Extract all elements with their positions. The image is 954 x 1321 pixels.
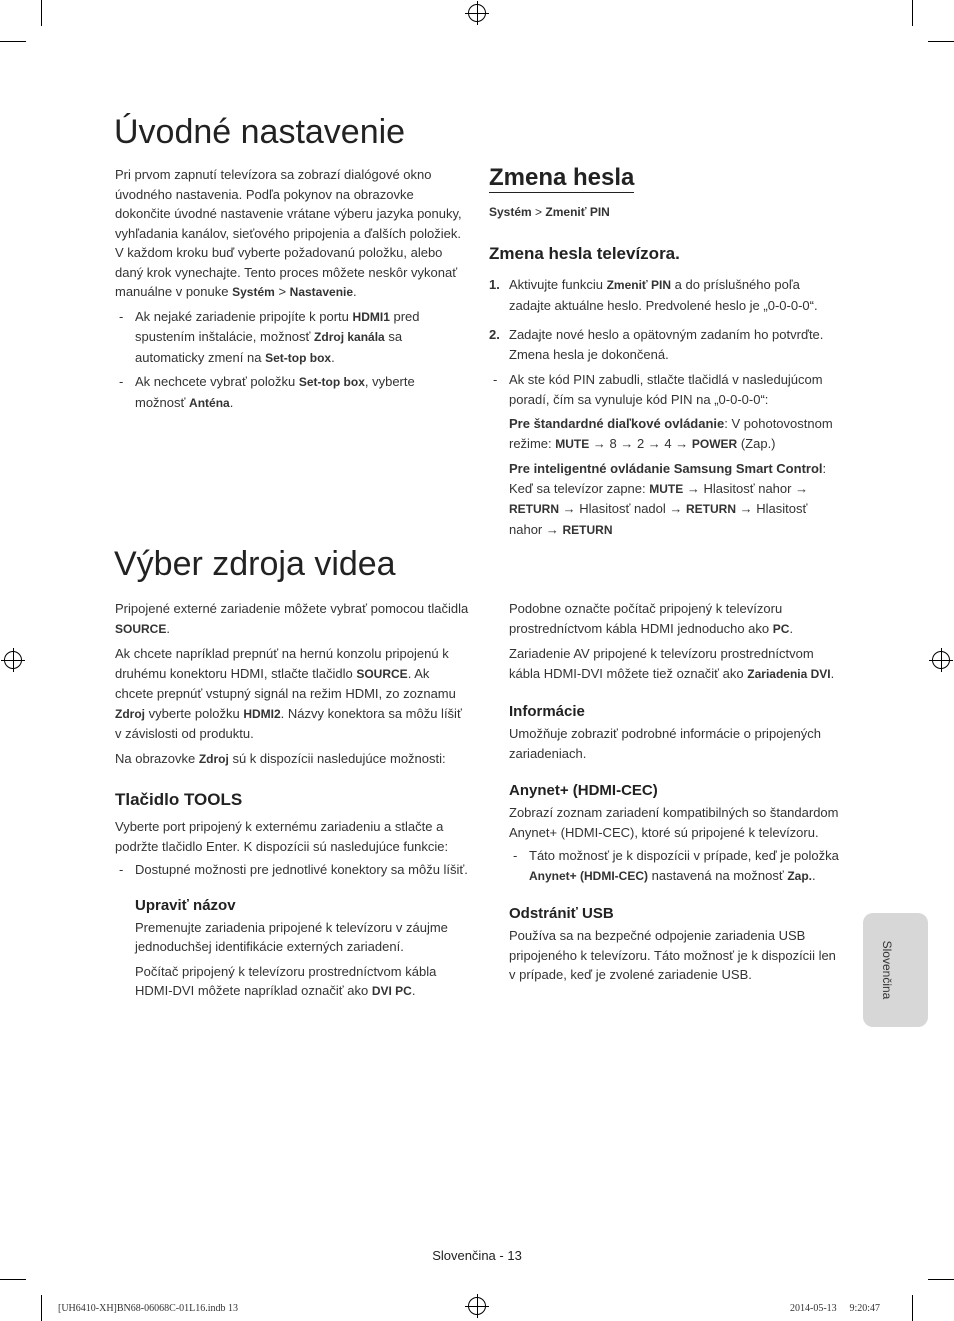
- text: → Hlasitosť nadol →: [562, 501, 683, 516]
- intro-section: [115, 165, 465, 413]
- intro-bullet: [115, 372, 465, 413]
- text: . Názvy konektora sa môžu líšiť v závislosti od produktu.: [115, 705, 462, 741]
- text: .: [229, 394, 234, 410]
- pin-note: [489, 370, 844, 409]
- language-side-tab: [863, 913, 928, 1027]
- text: .: [331, 349, 335, 365]
- pin-subtitle: Zmena hesla televízora.: [489, 244, 680, 263]
- source-key: SOURCE: [115, 621, 167, 636]
- pin-standard-remote: [489, 414, 844, 454]
- text: .: [830, 665, 835, 681]
- source-right-column: [509, 599, 844, 985]
- menu-separator: >: [278, 284, 287, 299]
- crop-mark: [928, 1279, 954, 1280]
- set-top-box-label: Set-top box: [298, 375, 365, 389]
- text: .: [166, 620, 170, 636]
- return-key: RETURN: [562, 522, 613, 537]
- rename-paragraph: [509, 599, 844, 639]
- anynet-paragraph: Zobrazí zoznam zariadení kompatibilných so štandardom Anynet+ (HDMI-CEC), ktoré sú pripojené k televízoru.: [509, 805, 839, 840]
- intro-bullet: [115, 307, 465, 369]
- crop-mark: [912, 0, 913, 26]
- text: .: [411, 983, 416, 998]
- text: Na obrazovke: [115, 750, 196, 766]
- text: Zadajte nové heslo a opätovným zadaním ho potvrďte. Zmena hesla je dokončená.: [509, 327, 824, 362]
- anynet-title: Anynet+ (HDMI-CEC): [509, 782, 658, 799]
- step-number: 1.: [489, 277, 500, 292]
- usb-title: Odstrániť USB: [509, 905, 614, 922]
- source-paragraph: [115, 599, 470, 639]
- text: → 8 → 2 → 4 →: [592, 435, 689, 451]
- text: Počítač pripojený k televízoru prostredníctvom kábla HDMI-DVI môžete napríklad označiť ako: [135, 963, 437, 998]
- text: Ak chcete napríklad prepnúť na hernú konzolu pripojenú k druhému konektoru HDMI, stlačte tlačidlo: [115, 646, 449, 681]
- pin-steps: [489, 275, 844, 540]
- pin-title: [489, 163, 634, 193]
- text: Tlačidlo: [115, 790, 180, 809]
- dvi-pc-label: DVI PC: [371, 984, 412, 998]
- crop-mark: [928, 41, 954, 42]
- rename-paragraph: Premenujte zariadenia pripojené k televízoru v záujme jednoduchšej identifikácie externých zariadení.: [135, 919, 448, 954]
- menu-separator: >: [535, 205, 543, 219]
- tools-title: [115, 789, 470, 811]
- intro-paragraph: [115, 165, 465, 303]
- source-menu-label: Zdroj: [198, 751, 229, 766]
- step-number: 2.: [489, 327, 500, 342]
- text: .: [812, 867, 816, 883]
- menu-system: Systém: [232, 285, 275, 299]
- on-label: Zap.: [787, 868, 812, 883]
- rename-paragraph: [135, 962, 470, 1002]
- pin-menu-path: [489, 203, 610, 223]
- tools-bullet: - Dostupné možnosti pre jednotlivé konektory sa môžu líšiť.: [115, 860, 470, 880]
- crop-mark: [912, 1295, 913, 1321]
- return-key: RETURN: [509, 502, 559, 516]
- source-key: SOURCE: [356, 666, 408, 681]
- source-menu-label: Zdroj: [115, 706, 145, 721]
- text: (Zap.): [740, 435, 776, 451]
- text: pred spustením inštalácie, možnosť: [135, 308, 420, 344]
- registration-mark-icon: [932, 651, 950, 669]
- tools-paragraph: Vyberte port pripojený k externému zariadeniu a stlačte a podržte tlačidlo Enter. K dispozícii sú nasledujúce funkcie:: [115, 819, 449, 854]
- registration-mark-icon: [468, 1297, 486, 1315]
- crop-mark: [41, 1295, 42, 1321]
- source-title: Výber zdroja videa: [114, 545, 396, 583]
- text: vyberte položku: [148, 705, 240, 721]
- page-number: Slovenčina - 13: [432, 1248, 522, 1263]
- dvi-devices-label: Zariadenia DVI: [747, 666, 831, 681]
- rename-title: Upraviť názov: [135, 896, 236, 914]
- change-pin-label: Zmeniť PIN: [606, 278, 671, 292]
- rename-paragraph: [509, 644, 844, 684]
- menu-system: Systém: [489, 205, 532, 219]
- text: . Ak chcete prepnúť vstupný signál na režim HDMI, zo zoznamu: [115, 665, 456, 701]
- mute-key: MUTE: [555, 436, 590, 451]
- text: Aktivujte funkciu: [509, 277, 603, 292]
- text: Pripojené externé zariadenie môžete vybrať pomocou tlačidla: [115, 601, 469, 616]
- text: Ak nechcete vybrať položku: [135, 374, 296, 389]
- pin-title-text: Zmena hesla: [489, 164, 635, 191]
- anynet-bullet: [509, 846, 844, 886]
- text: .: [789, 620, 794, 636]
- print-file-info: [UH6410-XH]BN68-06068C-01L16.indb 13: [58, 1303, 238, 1314]
- text: Zariadenie AV pripojené k televízoru prostredníctvom kábla HDMI-DVI môžete tiež označiť ako: [509, 646, 814, 681]
- text: : Keď sa televízor zapne:: [509, 461, 827, 496]
- text: → Hlasitosť nahor →: [509, 501, 808, 537]
- channel-source-label: Zdroj kanála: [314, 330, 385, 344]
- intro-text: Pri prvom zapnutí televízora sa zobrazí dialógové okno úvodného nastavenia. Podľa pokynov na obrazovke dokončite úvodné nastavenie vrátane výberu jazyka ponuky, vyhľadania kanálov, sieťového pripojenia a ďalších položiek. V každom kroku buď vyberte požadovanú položku, alebo daný krok vynechajte. Tento proces môžete neskôr vykonať manuálne v ponuke: [115, 167, 462, 299]
- pin-step: [489, 325, 844, 364]
- text: sa automaticky zmení na: [135, 329, 403, 365]
- mute-key: MUTE: [649, 481, 684, 496]
- text: Ak ste kód PIN zabudli, stlačte tlačidlá v nasledujúcom poradí, čím sa vynuluje kód PIN na „0-0-0-0“:: [509, 372, 823, 407]
- crop-mark: [0, 41, 26, 42]
- crop-mark: [0, 1279, 26, 1280]
- info-title: Informácie: [509, 703, 585, 720]
- text: nastavená na možnosť: [651, 867, 784, 883]
- power-key: POWER: [691, 436, 738, 451]
- rename-section: [115, 896, 470, 1002]
- source-paragraph: [115, 749, 470, 770]
- language-label: Slovenčina: [880, 940, 894, 1000]
- text: a do príslušného poľa zadajte aktuálne heslo. Predvolené heslo je „0-0-0-0“.: [509, 277, 818, 313]
- text: , vyberte možnosť: [135, 374, 415, 410]
- source-left-column: [115, 599, 470, 1002]
- text: sú k dispozícii nasledujúce možnosti:: [232, 750, 446, 766]
- pc-label: PC: [772, 621, 790, 636]
- intro-title: Úvodné nastavenie: [114, 113, 406, 151]
- antenna-label: Anténa: [189, 395, 230, 410]
- registration-mark-icon: [4, 651, 22, 669]
- return-key: RETURN: [686, 502, 737, 516]
- text: Táto možnosť je k dispozícii v prípade, keď je položka: [529, 848, 839, 863]
- text: : V pohotovostnom režime:: [509, 416, 833, 451]
- tools-key: TOOLS: [183, 790, 243, 809]
- hdmi2-label: HDMI2: [243, 706, 281, 721]
- text: Podobne označte počítač pripojený k televízoru prostredníctvom kábla HDMI jednoducho ako: [509, 601, 783, 636]
- info-paragraph: Umožňuje zobraziť podrobné informácie o pripojených zariadeniach.: [509, 726, 821, 761]
- text-end: .: [353, 284, 357, 299]
- text: Ak nejaké zariadenie pripojíte k portu: [135, 308, 349, 324]
- menu-setup: Nastavenie: [289, 285, 354, 299]
- anynet-label: Anynet+ (HDMI-CEC): [529, 868, 648, 883]
- menu-change-pin: Zmeniť PIN: [545, 205, 610, 219]
- smart-remote-label: Pre inteligentné ovládanie Samsung Smart Control: [509, 461, 823, 476]
- usb-paragraph: Používa sa na bezpečné odpojenie zariadenia USB pripojeného k televízoru. Táto možnosť je k dispozícii len v prípade, keď je zvolené zariadenie USB.: [509, 928, 836, 982]
- text: → Hlasitosť nahor →: [686, 480, 809, 496]
- hdmi1-label: HDMI1: [352, 309, 390, 324]
- set-top-box-label: Set-top box: [265, 350, 332, 365]
- crop-mark: [41, 0, 42, 26]
- print-date-info: 2014-05-13   9:20:47: [790, 1303, 880, 1314]
- pin-smart-remote: [489, 459, 844, 540]
- registration-mark-icon: [468, 4, 486, 22]
- standard-remote-label: Pre štandardné diaľkové ovládanie: [509, 416, 725, 431]
- source-paragraph: [115, 644, 470, 744]
- pin-step: [489, 275, 844, 315]
